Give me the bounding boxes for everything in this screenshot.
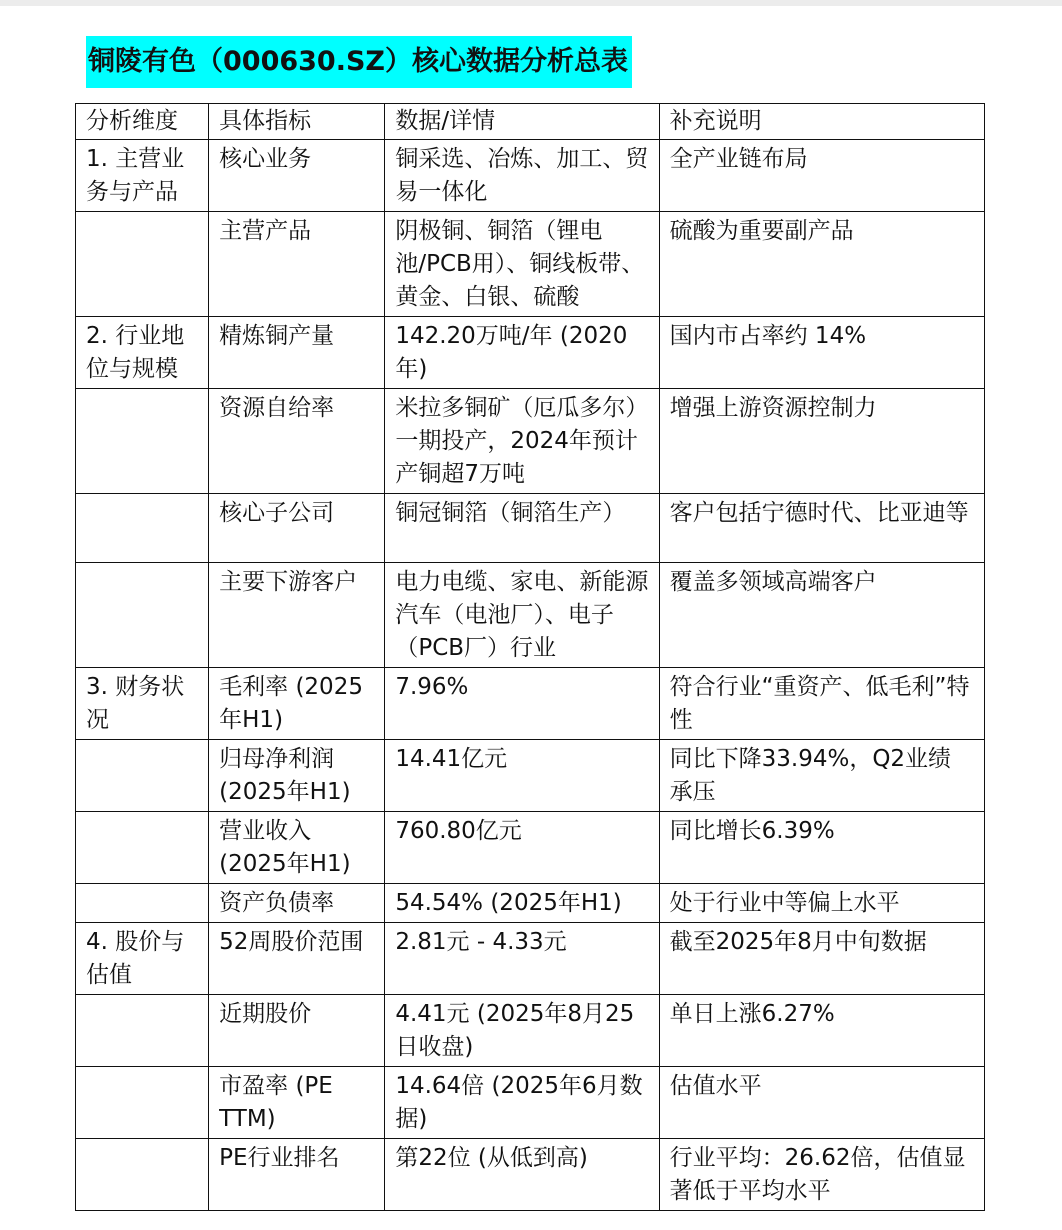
cell-dimension (76, 740, 209, 812)
cell-detail: 电力电缆、家电、新能源汽车（电池厂）、电子（PCB厂）行业 (385, 563, 659, 668)
header-detail: 数据/详情 (385, 104, 659, 140)
table-row (76, 1067, 985, 1139)
cell-note: 同比下降33.94%，Q2业绩承压 (659, 740, 984, 812)
table-row (76, 923, 985, 995)
cell-note: 估值水平 (659, 1067, 984, 1139)
cell-indicator: 归母净利润 (2025年H1) (209, 740, 385, 812)
cell-indicator: 精炼铜产量 (209, 317, 385, 389)
cell-indicator: 资产负债率 (209, 884, 385, 923)
cell-dimension (76, 563, 209, 668)
table-row (76, 389, 985, 494)
cell-note: 行业平均：26.62倍，估值显著低于平均水平 (659, 1139, 984, 1211)
cell-dimension (76, 812, 209, 884)
table-row (76, 740, 985, 812)
cell-detail: 铜采选、冶炼、加工、贸易一体化 (385, 140, 659, 212)
core-data-table (75, 103, 985, 1211)
header-dimension: 分析维度 (76, 104, 209, 140)
cell-note: 硫酸为重要副产品 (659, 212, 984, 317)
cell-dimension (76, 212, 209, 317)
cell-note: 覆盖多领域高端客户 (659, 563, 984, 668)
cell-detail: 米拉多铜矿（厄瓜多尔）一期投产，2024年预计产铜超7万吨 (385, 389, 659, 494)
cell-indicator: 近期股价 (209, 995, 385, 1067)
cell-note: 符合行业“重资产、低毛利”特性 (659, 668, 984, 740)
table-row (76, 494, 985, 563)
cell-dimension: 2. 行业地位与规模 (76, 317, 209, 389)
cell-indicator: 主营产品 (209, 212, 385, 317)
cell-note: 截至2025年8月中旬数据 (659, 923, 984, 995)
cell-detail: 铜冠铜箔（铜箔生产） (385, 494, 659, 563)
cell-note: 处于行业中等偏上水平 (659, 884, 984, 923)
table-row (76, 995, 985, 1067)
cell-note: 全产业链布局 (659, 140, 984, 212)
table-row (76, 884, 985, 923)
cell-detail: 14.41亿元 (385, 740, 659, 812)
cell-indicator: 主要下游客户 (209, 563, 385, 668)
cell-dimension: 1. 主营业务与产品 (76, 140, 209, 212)
cell-indicator: 核心子公司 (209, 494, 385, 563)
page-title: 铜陵有色（000630.SZ）核心数据分析总表 (86, 36, 632, 88)
cell-indicator: 市盈率 (PE TTM) (209, 1067, 385, 1139)
cell-indicator: 52周股价范围 (209, 923, 385, 995)
cell-detail: 142.20万吨/年 (2020年) (385, 317, 659, 389)
table-row (76, 1139, 985, 1211)
table-row (76, 140, 985, 212)
cell-dimension (76, 884, 209, 923)
table-row (76, 563, 985, 668)
cell-detail: 4.41元 (2025年8月25日收盘) (385, 995, 659, 1067)
cell-detail: 760.80亿元 (385, 812, 659, 884)
cell-detail: 2.81元 - 4.33元 (385, 923, 659, 995)
cell-dimension (76, 995, 209, 1067)
cell-detail: 54.54% (2025年H1) (385, 884, 659, 923)
header-indicator: 具体指标 (209, 104, 385, 140)
cell-detail: 阴极铜、铜箔（锂电池/PCB用）、铜线板带、黄金、白银、硫酸 (385, 212, 659, 317)
cell-note: 同比增长6.39% (659, 812, 984, 884)
cell-dimension (76, 1067, 209, 1139)
cell-dimension (76, 389, 209, 494)
header-note: 补充说明 (659, 104, 984, 140)
cell-detail: 第22位 (从低到高) (385, 1139, 659, 1211)
cell-dimension: 4. 股价与估值 (76, 923, 209, 995)
cell-indicator: PE行业排名 (209, 1139, 385, 1211)
table-row (76, 668, 985, 740)
cell-note: 增强上游资源控制力 (659, 389, 984, 494)
cell-dimension: 3. 财务状况 (76, 668, 209, 740)
table-row (76, 317, 985, 389)
cell-indicator: 核心业务 (209, 140, 385, 212)
table-row (76, 812, 985, 884)
cell-dimension (76, 1139, 209, 1211)
cell-note: 客户包括宁德时代、比亚迪等 (659, 494, 984, 563)
table-row (76, 212, 985, 317)
cell-indicator: 资源自给率 (209, 389, 385, 494)
cell-indicator: 毛利率 (2025年H1) (209, 668, 385, 740)
cell-detail: 14.64倍 (2025年6月数据) (385, 1067, 659, 1139)
cell-dimension (76, 494, 209, 563)
cell-indicator: 营业收入 (2025年H1) (209, 812, 385, 884)
cell-note: 单日上涨6.27% (659, 995, 984, 1067)
top-edge-strip (0, 0, 1062, 6)
table-header-row (76, 104, 985, 140)
cell-note: 国内市占率约 14% (659, 317, 984, 389)
cell-detail: 7.96% (385, 668, 659, 740)
